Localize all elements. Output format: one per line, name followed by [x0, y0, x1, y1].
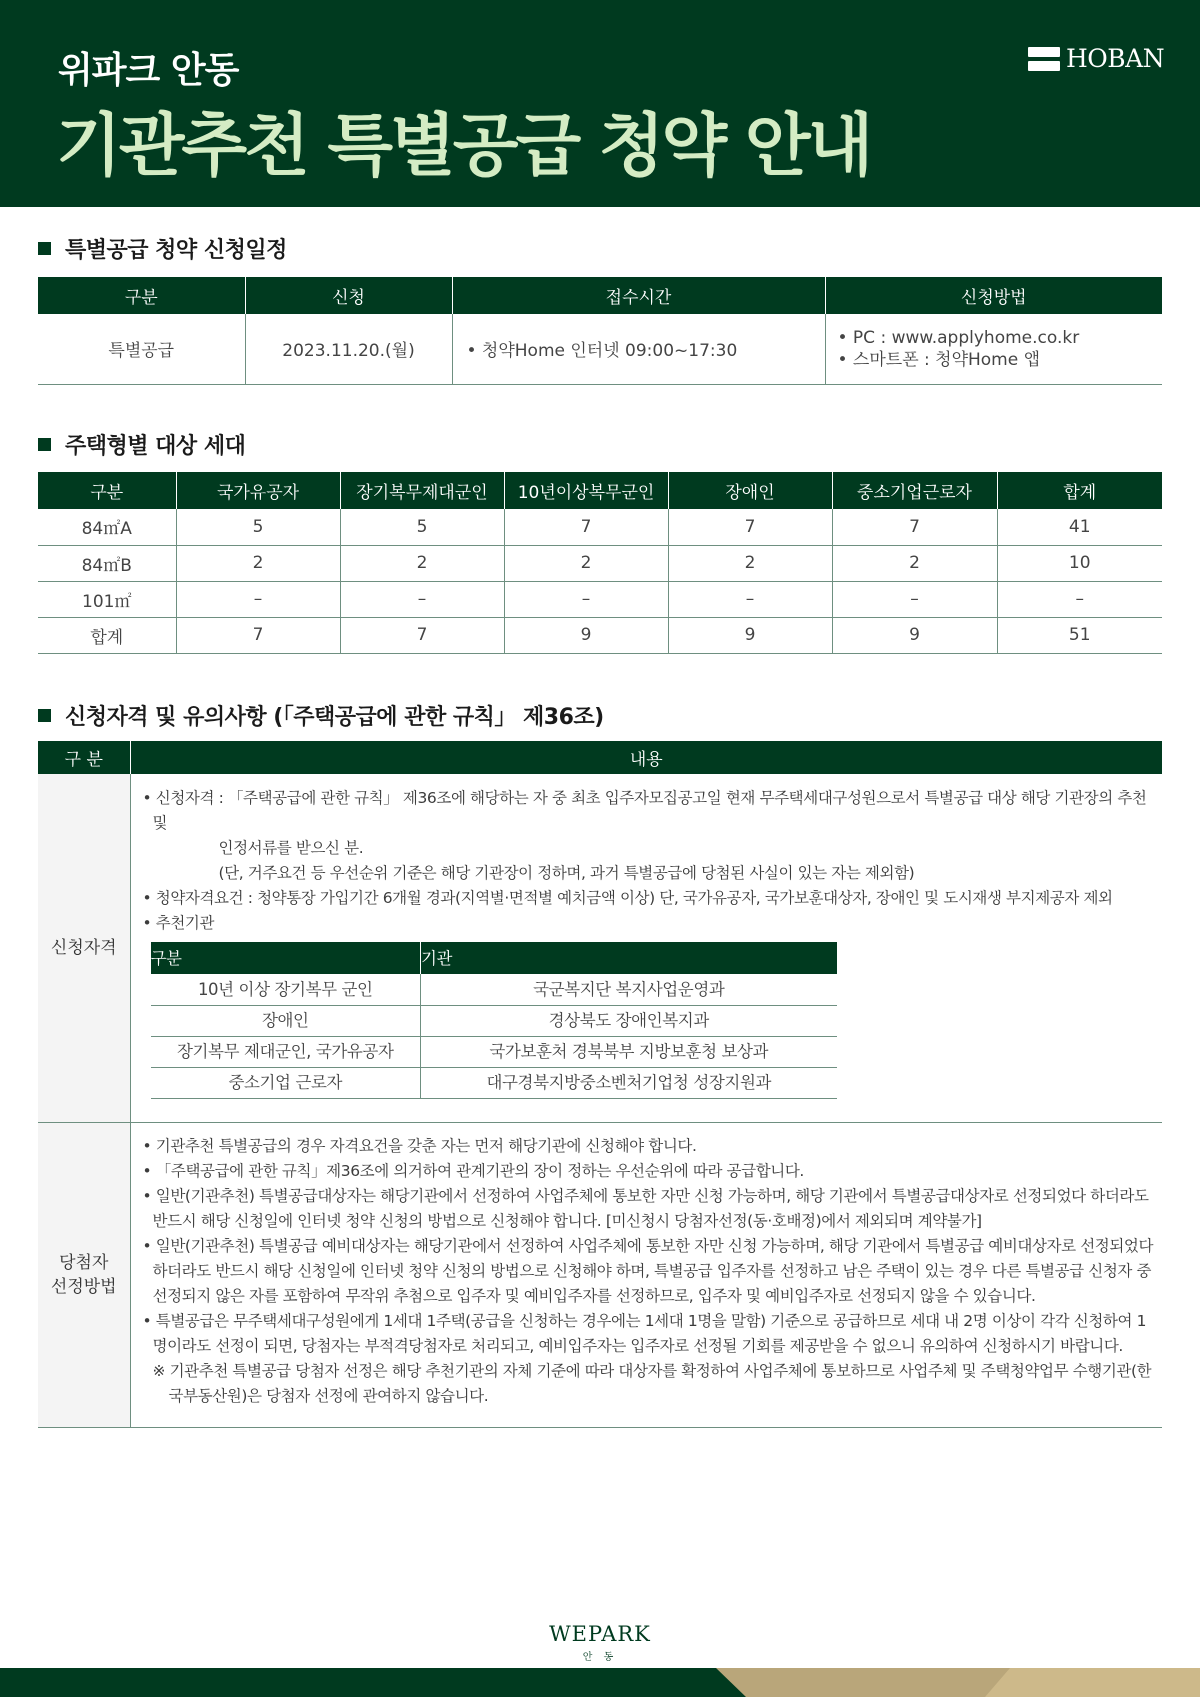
table-cell: –: [504, 581, 668, 617]
reception-time-cell: • 청약Home 인터넷 09:00~17:30: [452, 314, 825, 384]
table-cell: 41: [997, 509, 1162, 545]
table-cell: 2: [668, 545, 832, 581]
table-header-cell: 기관: [421, 942, 837, 974]
table-cell: 9: [832, 617, 997, 653]
table-header-cell: 신청: [245, 277, 452, 314]
table-cell: –: [997, 581, 1162, 617]
schedule-heading: [38, 233, 287, 264]
table-row: [38, 581, 1162, 617]
table-row: [151, 974, 837, 1005]
table-cell: 51: [997, 617, 1162, 653]
table-row: [151, 1005, 837, 1036]
table-cell: 7: [832, 509, 997, 545]
selection-item: • 일반(기관추천) 특별공급 예비대상자는 해당기관에서 선정하여 사업주체에 통보한 자만 신청 가능하며, 해당 기관에서 특별공급 예비대상자로 선정되었다 하더라도 반드시 해당 신청일에 인터넷 청약 신청의 방법으로 신청해야 하며, 특별공급 입주자를 선정하고 남은 주택이 있는 경우 다른 특별공급 신청자 중 선정되지 않은 자를 포함하여 무작위 추첨으로 입주자 및 예비입주자를 선정하므로, 입주자 및 예비입주자로 선정되지 않을 수 있습니다.: [142, 1236, 1154, 1305]
wepark-logo-sub: 안 동: [582, 1652, 618, 1663]
table-row: [38, 1122, 1162, 1427]
wepark-logo: WEPARK: [549, 1622, 651, 1646]
table-cell: 2: [832, 545, 997, 581]
table-cell: –: [176, 581, 340, 617]
table-cell: 10년 이상 장기복무 군인: [151, 974, 421, 1005]
square-bullet-icon: [38, 709, 51, 722]
header-banner: [0, 0, 1200, 207]
table-header-cell: 구분: [38, 472, 176, 509]
table-header-cell: 신청방법: [825, 277, 1162, 314]
table-header-row: [38, 277, 1162, 314]
table-cell: 7: [176, 617, 340, 653]
table-cell: 9: [668, 617, 832, 653]
table-header-row: [151, 942, 837, 974]
table-cell: 84㎡B: [38, 545, 176, 581]
table-cell: 101㎡: [38, 581, 176, 617]
table-header-cell: 장애인: [668, 472, 832, 509]
selection-item: • 일반(기관추천) 특별공급대상자는 해당기관에서 선정하여 사업주체에 통보한 자만 신청 가능하며, 해당 기관에서 특별공급대상자로 선정되었다 하더라도 반드시 해당 신청일에 인터넷 청약 신청의 방법으로 신청해야 합니다. [미신청시 당첨자선정(동·호배정)에서 제외되며 계약불가]: [142, 1186, 1149, 1230]
agency-table: [151, 942, 837, 1099]
table-cell: 2: [176, 545, 340, 581]
table-row: [38, 314, 1162, 384]
selection-item: • 「주택공급에 관한 규칙」제36조에 의거하여 관계기관의 장이 정하는 우선순위에 따라 공급합니다.: [142, 1161, 804, 1180]
table-cell: 2: [340, 545, 504, 581]
table-header-cell: 10년이상복무군인: [504, 472, 668, 509]
table-header-cell: 국가유공자: [176, 472, 340, 509]
table-cell: 국군복지단 복지사업운영과: [421, 974, 837, 1005]
table-header-cell: 구분: [38, 277, 245, 314]
selection-item: • 기관추천 특별공급의 경우 자격요건을 갖춘 자는 먼저 해당기관에 신청해야 합니다.: [142, 1136, 697, 1155]
selection-item: • 특별공급은 무주택세대구성원에게 1세대 1주택(공급을 신청하는 경우에는 1세대 1명을 말함) 기준으로 공급하므로 세대 내 2명 이상이 각각 신청하여 1명이라도 선정이 되면, 당첨자는 부적격당첨자로 처리되고, 예비입주자는 입주자로 선정될 기회를 제공받을 수 없으니 유의하여 신청하시기 바랍니다.: [142, 1311, 1147, 1355]
table-cell: 합계: [38, 617, 176, 653]
page-title: 기관추천 특별공급 청약 안내: [56, 107, 871, 186]
footer-bar-gold-light: [985, 1668, 1200, 1697]
table-header-row: [38, 472, 1162, 509]
table-cell: 10: [997, 545, 1162, 581]
eligibility-heading: [38, 700, 604, 731]
table-cell: 장애인: [151, 1005, 421, 1036]
qualification-content: [130, 774, 1162, 1122]
footer-bar: [0, 1668, 1200, 1697]
qualification-line: • 추천기관: [142, 914, 215, 932]
qualification-line: 인정서류를 받으신 분.: [218, 839, 364, 857]
supply-type-cell: 특별공급: [38, 314, 245, 384]
schedule-heading-text: 특별공급 청약 신청일정: [65, 238, 287, 263]
selection-content: [130, 1122, 1162, 1427]
table-cell: 2: [504, 545, 668, 581]
table-cell: 경상북도 장애인복지과: [421, 1005, 837, 1036]
table-cell: 5: [340, 509, 504, 545]
table-cell: 9: [504, 617, 668, 653]
square-bullet-icon: [38, 242, 51, 255]
table-header-cell: 내용: [130, 741, 1162, 774]
table-header-cell: 구분: [151, 942, 421, 974]
table-cell: –: [668, 581, 832, 617]
table-header-cell: 합계: [997, 472, 1162, 509]
table-header-cell: 중소기업근로자: [832, 472, 997, 509]
table-header-cell: 구 분: [38, 741, 130, 774]
table-cell: 84㎡A: [38, 509, 176, 545]
schedule-table: [38, 277, 1162, 385]
table-row: [38, 545, 1162, 581]
table-header-row: [38, 741, 1162, 774]
brand-name: HOBAN: [1066, 44, 1165, 73]
selection-label: [38, 1122, 130, 1427]
table-row: [151, 1036, 837, 1067]
square-bullet-icon: [38, 438, 51, 451]
selection-label-line: 선정방법: [50, 1276, 117, 1297]
apply-date-cell: 2023.11.20.(월): [245, 314, 452, 384]
project-name: 위파크 안동: [58, 50, 239, 91]
table-cell: –: [340, 581, 504, 617]
table-cell: 5: [176, 509, 340, 545]
table-row: [151, 1067, 837, 1098]
selection-label-line: 당첨자: [59, 1252, 109, 1273]
table-cell: 대구경북지방중소벤처기업청 성장지원과: [421, 1067, 837, 1098]
table-row: [38, 509, 1162, 545]
brand-logo: [1028, 44, 1164, 73]
hoban-logo-icon: [1028, 47, 1060, 71]
table-row: [38, 617, 1162, 653]
table-cell: 장기복무 제대군인, 국가유공자: [151, 1036, 421, 1067]
table-cell: 7: [668, 509, 832, 545]
table-header-cell: 장기복무제대군인: [340, 472, 504, 509]
units-heading-text: 주택형별 대상 세대: [65, 434, 246, 459]
table-row: [38, 774, 1162, 1122]
qualification-line: • 신청자격 : 「주택공급에 관한 규칙」 제36조에 해당하는 자 중 최초 입주자모집공고일 현재 무주택세대구성원으로서 특별공급 대상 해당 기관장의 추천 및: [142, 789, 1147, 832]
eligibility-heading-text: 신청자격 및 유의사항 (「주택공급에 관한 규칙」 제36조): [65, 705, 604, 730]
table-cell: 7: [340, 617, 504, 653]
selection-note: ※ 기관추천 특별공급 당첨자 선정은 해당 추천기관의 자체 기준에 따라 대상자를 확정하여 사업주체에 통보하므로 사업주체 및 주택청약업무 수행기관(한국부동산원)은 당첨자 선정에 관여하지 않습니다.: [152, 1361, 1152, 1405]
table-cell: 중소기업 근로자: [151, 1067, 421, 1098]
units-table: [38, 472, 1162, 654]
method-pc: • PC : www.applyhome.co.kr: [837, 327, 1080, 348]
table-cell: 7: [504, 509, 668, 545]
apply-method-cell: [825, 314, 1162, 384]
qualification-label: 신청자격: [38, 774, 130, 1122]
qualification-line: (단, 거주요건 등 우선순위 기준은 해당 기관장이 정하며, 과거 특별공급에 당첨된 사실이 있는 자는 제외함): [218, 864, 915, 882]
units-heading: [38, 429, 245, 460]
table-header-cell: 접수시간: [452, 277, 825, 314]
table-cell: 국가보훈처 경북북부 지방보훈청 보상과: [421, 1036, 837, 1067]
footer-logo: [0, 1622, 1200, 1663]
method-mobile: • 스마트폰 : 청약Home 앱: [837, 349, 1041, 370]
eligibility-table: [38, 741, 1162, 1428]
table-cell: –: [832, 581, 997, 617]
qualification-line: • 청약자격요건 : 청약통장 가입기간 6개월 경과(지역별·면적별 예치금액 이상) 단, 국가유공자, 국가보훈대상자, 장애인 및 도시재생 부지제공자 제외: [142, 889, 1113, 907]
